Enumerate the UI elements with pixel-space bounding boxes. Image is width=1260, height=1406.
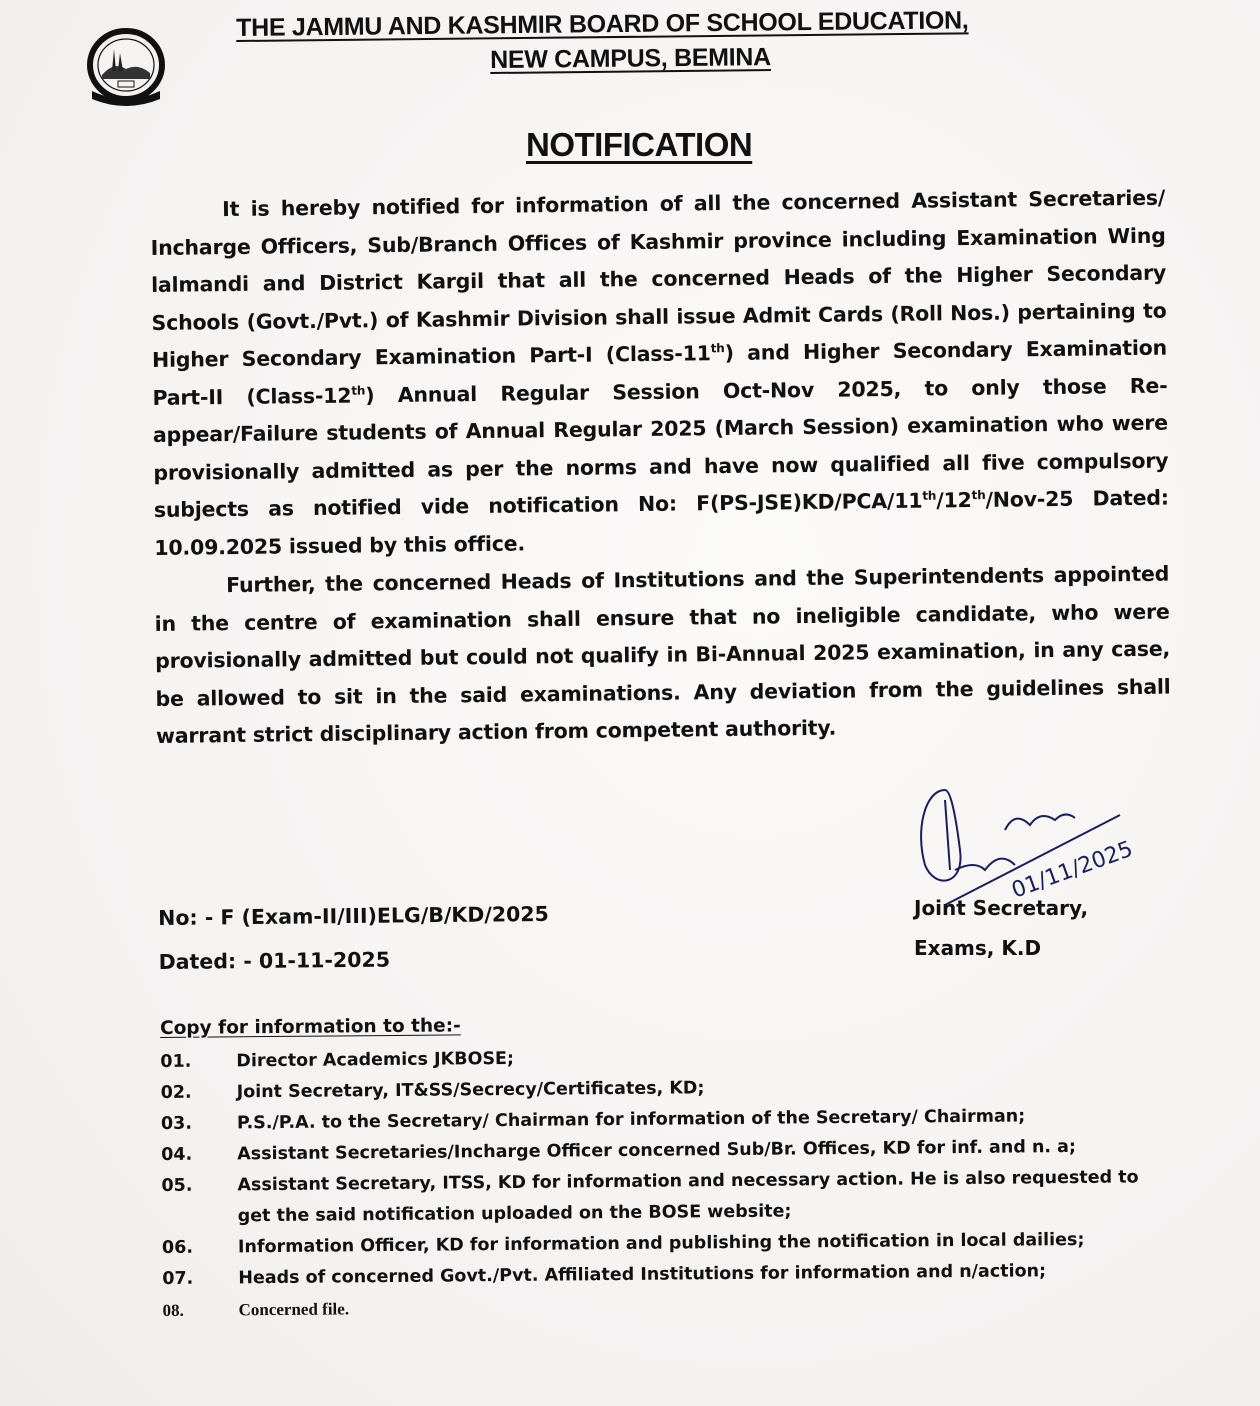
notification-paragraph-2: Further, the concerned Heads of Institutions and the Superintendents appointed in the centre of examination shall ensure that no ineligible candidate, who were provisionally admitted but could not qualify in Bi-Annual 2025 examination, in any case, be allowed to sit in the said examinations. Any deviation from the guidelines shall warrant strict disciplinary action from competent authority. — [154, 561, 1171, 748]
copy-to-list — [160, 1009, 1173, 1326]
list-item: 02. Joint Secretary, IT&SS/Secrecy/Certificates, KD; — [160, 1078, 705, 1103]
list-item: 03. P.S./P.A. to the Secretary/ Chairman for information of the Secretary/ Chairman; — [160, 1106, 1026, 1134]
signatory-block — [914, 888, 1088, 968]
signatory-designation: Joint Secretary, — [914, 896, 1089, 920]
organization-campus: NEW CAMPUS, BEMINA — [490, 43, 771, 74]
list-item: 06. Information Officer, KD for information and publishing the notification in local dailies; — [161, 1229, 1085, 1258]
svg-text:01/11/2025: 01/11/2025 — [1008, 836, 1137, 904]
reference-date: Dated: - 01-11-2025 — [158, 947, 391, 974]
list-item: 01. Director Academics JKBOSE; — [160, 1048, 515, 1072]
list-item: 08. Concerned file. — [162, 1299, 350, 1320]
jkbose-emblem-icon — [80, 27, 172, 109]
organization-name: THE JAMMU AND KASHMIR BOARD OF SCHOOL EDUCATION, — [236, 6, 969, 42]
list-item: 05. Assistant Secretary, ITSS, KD for information and necessary action. He is also requested to get the said notification uploaded on the BOSE website; — [161, 1167, 1139, 1227]
reference-number: No: - F (Exam-II/III)ELG/B/KD/2025 — [158, 901, 549, 930]
signatory-department: Exams, K.D — [914, 936, 1042, 960]
page-title: NOTIFICATION — [526, 126, 753, 163]
list-item: 04. Assistant Secretaries/Incharge Officer concerned Sub/Br. Offices, KD for inf. and n. a; — [161, 1137, 1076, 1165]
list-item: 07. Heads of concerned Govt./Pvt. Affiliated Institutions for information and n/action; — [162, 1261, 1047, 1289]
reference-block — [158, 892, 549, 984]
copy-to-heading: Copy for information to the:- — [160, 1015, 461, 1039]
notification-paragraph-1: It is hereby notified for information of all the concerned Assistant Secretaries/ Incharge Officers, Sub/Branch Offices of Kashmir province including Examination Wing lalmandi and District Kargil that all the concerned Heads of the Higher Secondary Schools (Govt./Pvt.) of Kashmir Division shall issue Admit Cards (Roll Nos.) pertaining to Higher Secondary Examination Part-I (Class-11th) and Higher Secondary Examination Part-II (Class-12th) Annual Regular Session Oct-Nov 2025, to only those Re-appear/Failure students of Annual Regular 2025 (March Session) examination who were provisionally admitted as per the norms and have now qualified all five compulsory subjects as notified vide notification No: F(PS-JSE)KD/PCA/11th/12th/Nov-25 Dated: 10.09.2025 issued by this office. — [150, 185, 1169, 560]
